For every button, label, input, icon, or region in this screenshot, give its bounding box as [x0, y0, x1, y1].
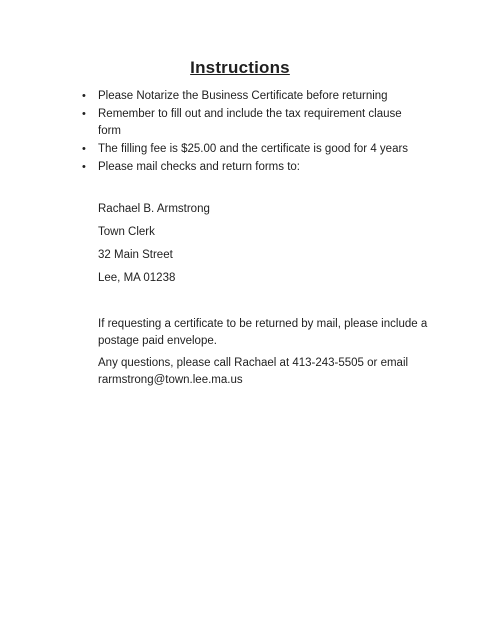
instruction-text: Remember to fill out and include the tax requirement clause form [98, 108, 402, 137]
address-city: Lee, MA 01238 [98, 272, 176, 284]
mail-return-note: If requesting a certificate to be returned by mail, please include a postage paid envelope. [98, 318, 428, 347]
bullet-icon: • [82, 161, 86, 173]
address-name: Rachael B. Armstrong [98, 203, 210, 215]
mailing-address [98, 202, 398, 294]
instruction-list [82, 88, 422, 177]
contact-note: Any questions, please call Rachael at 413-243-5505 or email rarmstrong@town.lee.ma.us [98, 357, 409, 386]
bullet-icon: • [82, 90, 86, 102]
bullet-icon: • [82, 108, 86, 120]
instruction-item [82, 159, 422, 176]
page-title: Instructions [190, 58, 290, 77]
instruction-item [82, 88, 422, 105]
instruction-text: Please Notarize the Business Certificate before returning [98, 90, 388, 102]
address-position: Town Clerk [98, 226, 155, 238]
instruction-text: Please mail checks and return forms to: [98, 161, 300, 173]
address-street: 32 Main Street [98, 249, 173, 261]
bullet-icon: • [82, 143, 86, 155]
instruction-item [82, 106, 422, 140]
instruction-item [82, 141, 422, 158]
instruction-text: The filling fee is $25.00 and the certificate is good for 4 years [98, 143, 409, 155]
